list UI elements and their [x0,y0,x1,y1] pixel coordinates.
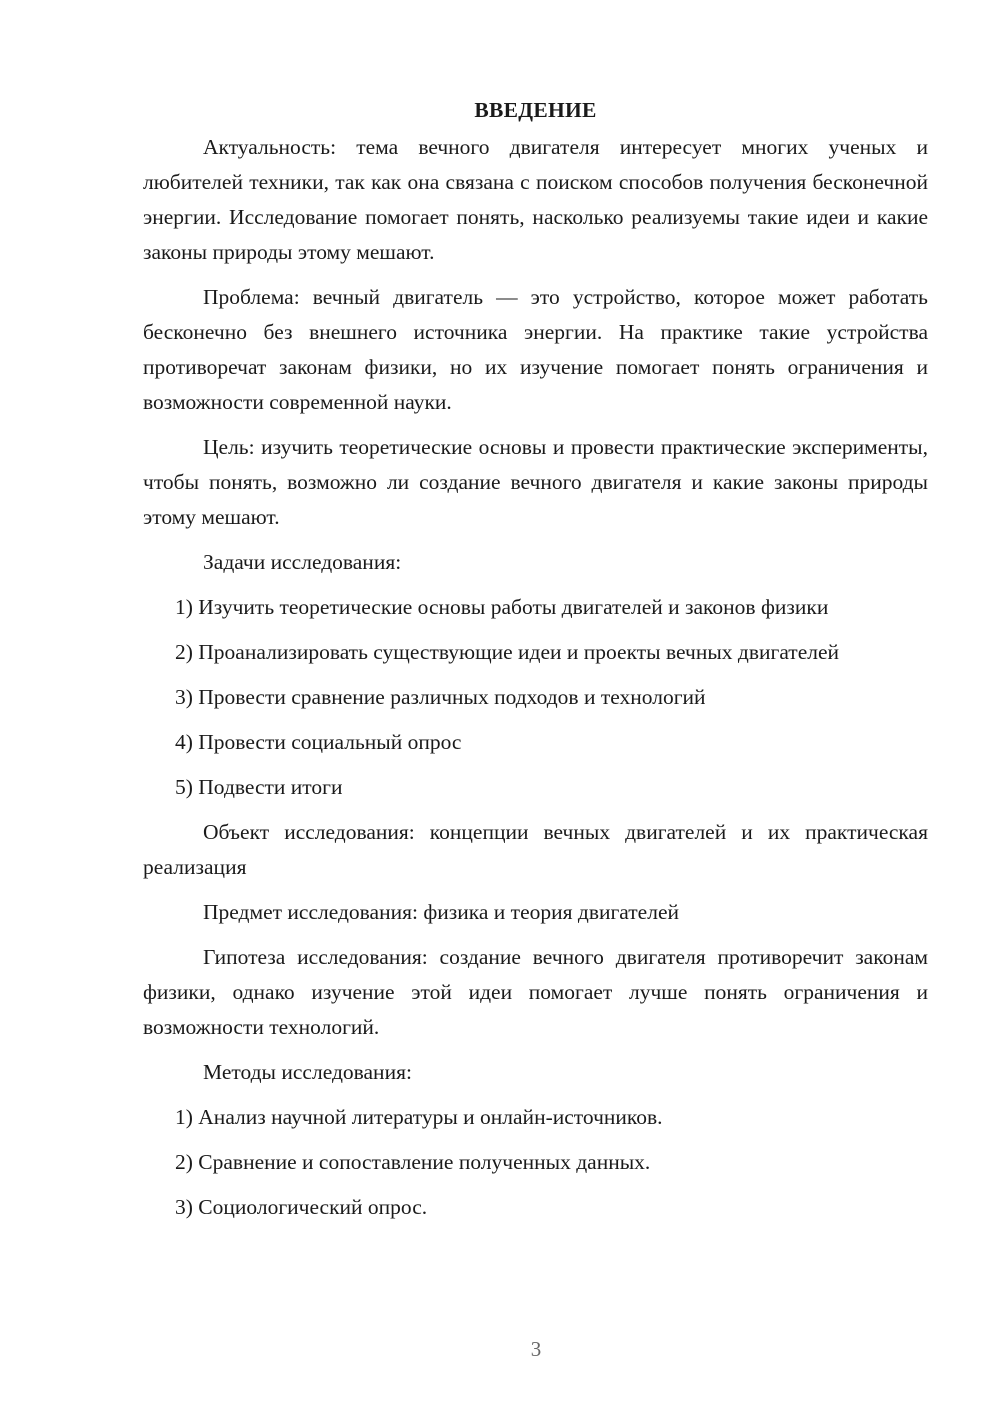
method-item-2: 2) Сравнение и сопоставление полученных данных. [175,1150,651,1174]
subject-paragraph: Предмет исследования: физика и теория двигателей [203,900,680,924]
section-title: ВВЕДЕНИЕ [474,98,597,122]
object-paragraph: Объект исследования: концепции вечных двигателей и их практическая реализация [143,820,928,879]
problem-paragraph: Проблема: вечный двигатель — это устройство, которое может работать бесконечно без внешнего источника энергии. На практике такие устройства противоречат законам физики, но их изучение помогает понять ограничения и возможности современной науки. [143,285,928,414]
page-number: 3 [530,1337,542,1361]
task-item-4: 4) Провести социальный опрос [175,730,462,754]
task-item-3: 3) Провести сравнение различных подходов и технологий [175,685,706,709]
document-body [143,93,928,1235]
task-item-5: 5) Подвести итоги [175,775,343,799]
method-item-3: 3) Социологический опрос. [175,1195,428,1219]
relevance-paragraph: Актуальность: тема вечного двигателя интересует многих ученых и любителей техники, так как она связана с поиском способов получения бесконечной энергии. Исследование помогает понять, насколько реализуемы такие идеи и какие законы природы этому мешают. [143,135,928,264]
task-item-2: 2) Проанализировать существующие идеи и проекты вечных двигателей [175,640,840,664]
tasks-heading: Задачи исследования: [203,550,402,574]
goal-paragraph: Цель: изучить теоретические основы и провести практические эксперименты, чтобы понять, возможно ли создание вечного двигателя и какие законы природы этому мешают. [143,435,928,529]
hypothesis-paragraph: Гипотеза исследования: создание вечного двигателя противоречит законам физики, однако изучение этой идеи помогает лучше понять ограничения и возможности технологий. [143,945,928,1039]
method-item-1: 1) Анализ научной литературы и онлайн-источников. [175,1105,663,1129]
task-item-1: 1) Изучить теоретические основы работы двигателей и законов физики [175,595,829,619]
methods-heading: Методы исследования: [203,1060,412,1084]
